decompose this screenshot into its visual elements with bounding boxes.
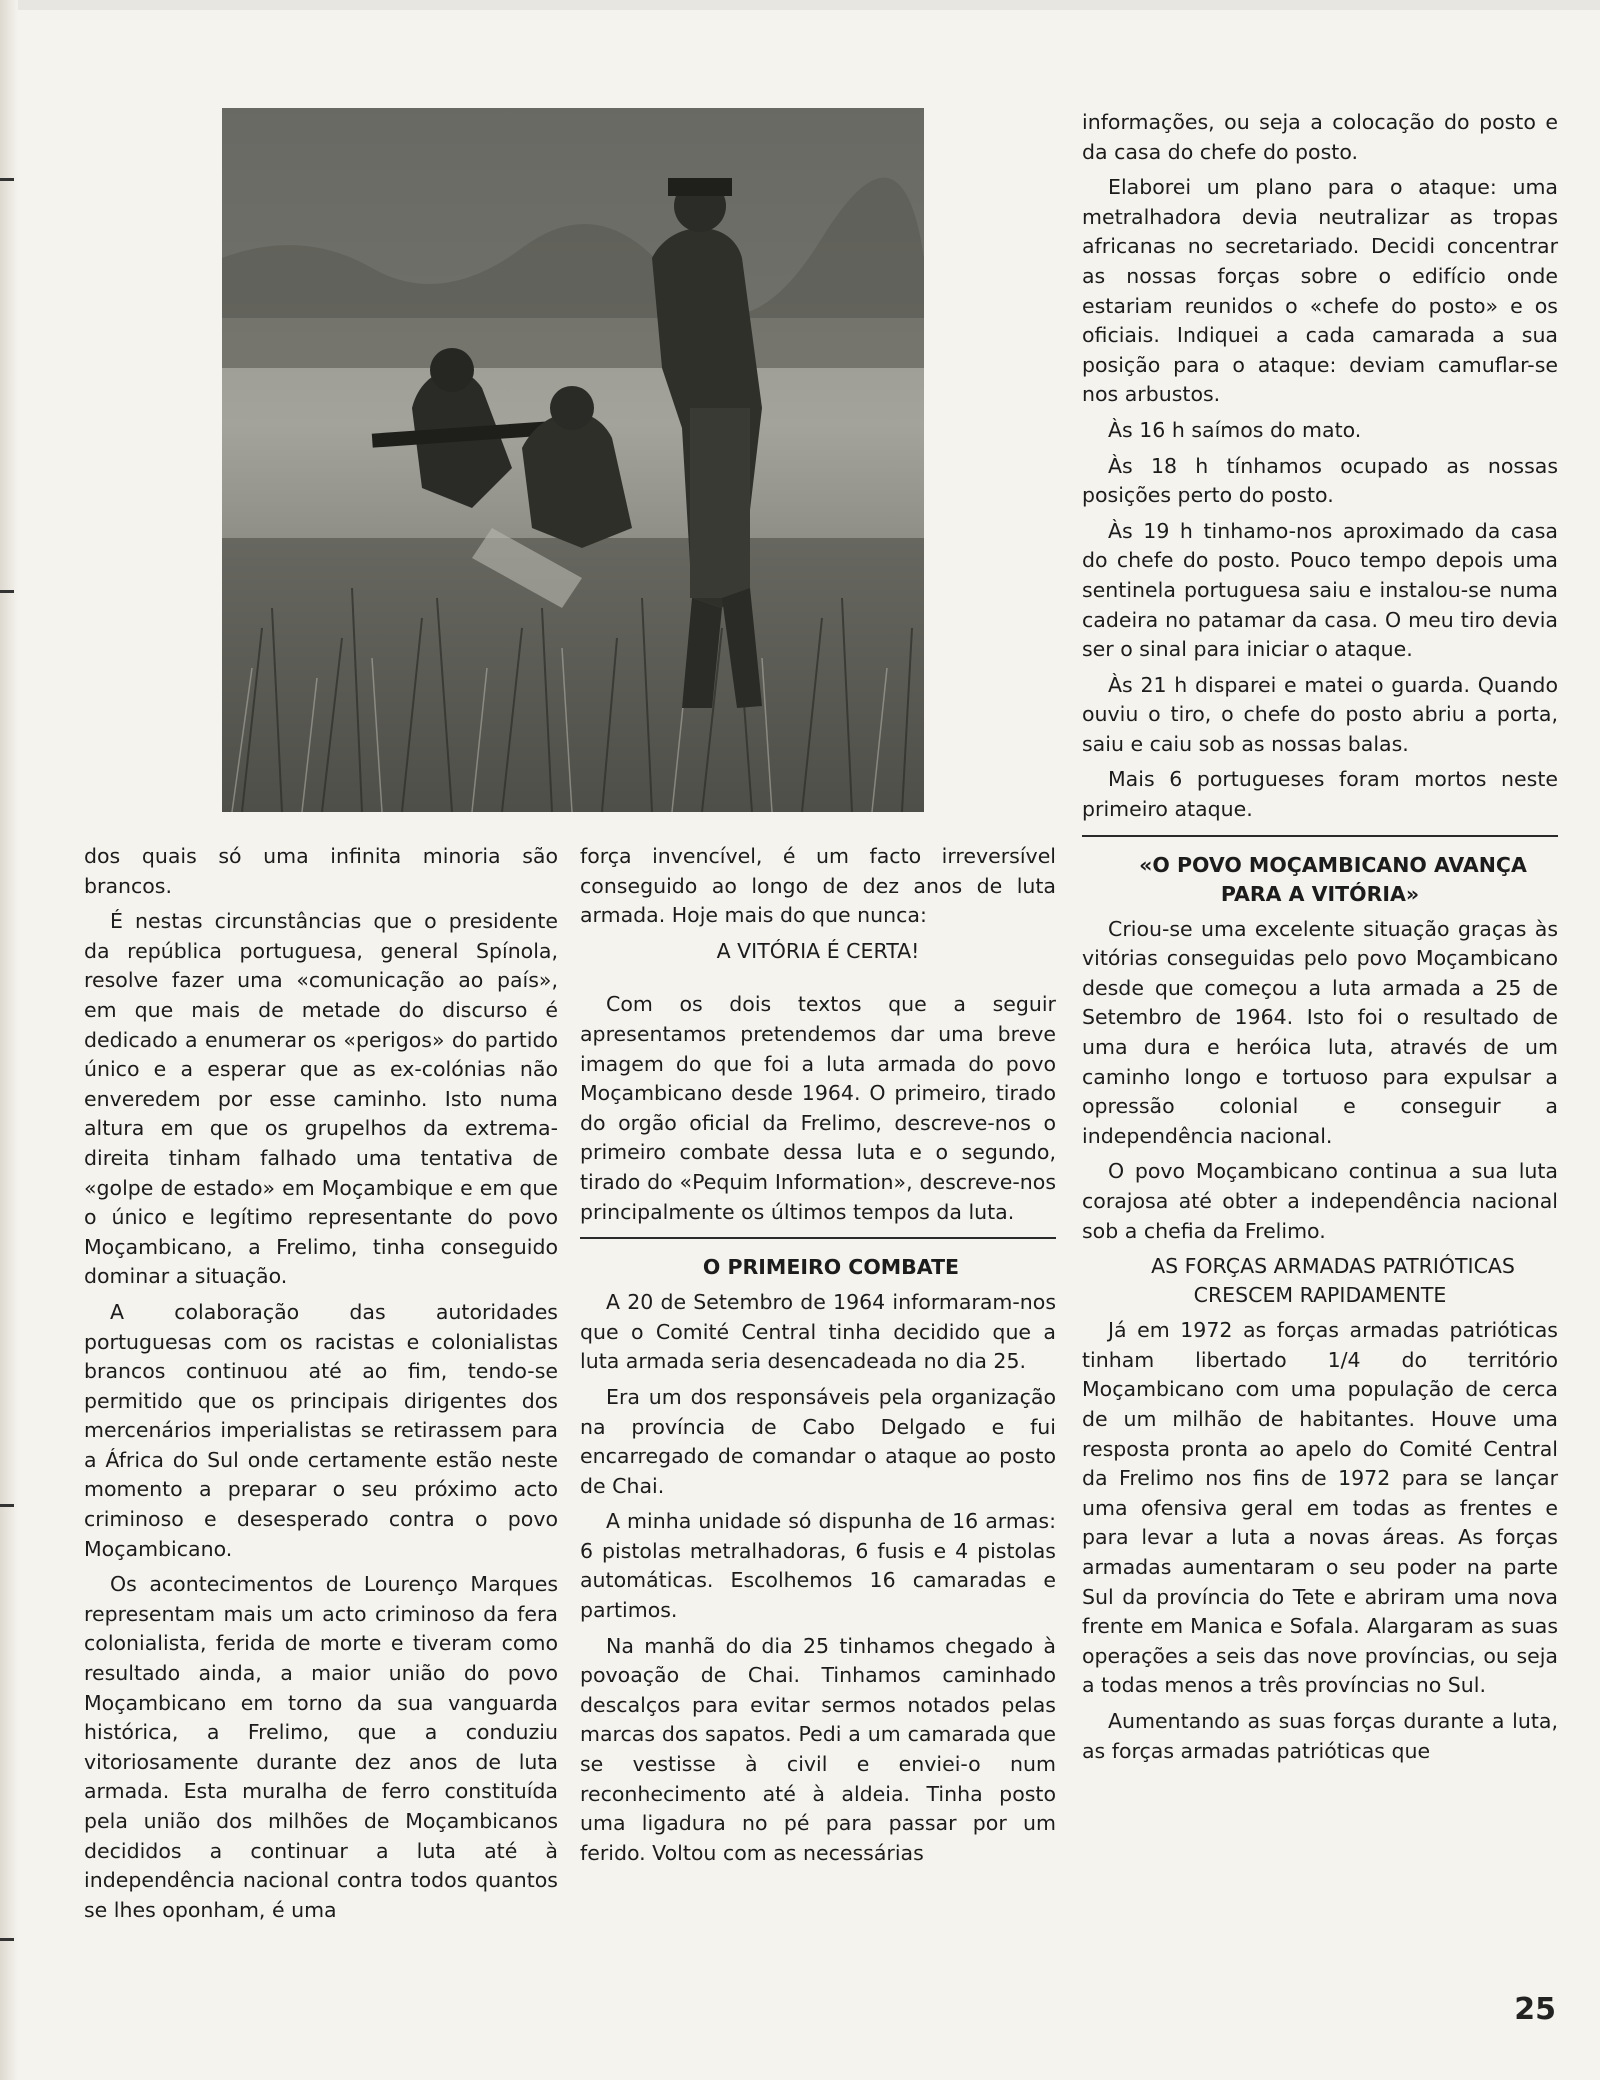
page-top-edge	[0, 0, 1600, 10]
paragraph: Às 19 h tinhamo-nos aproximado da casa do chefe do posto. Pouco tempo depois uma sentinela portuguesa saiu e instalou-se numa cadeira no patamar da casa. O meu tiro devia ser o sinal para iniciar o ataque.	[1082, 518, 1558, 662]
paragraph: Criou-se uma excelente situação graças às vitórias conseguidas pelo povo Moçambicano desde que começou a luta armada a 25 de Setembro de 1964. Isto foi o resultado de uma dura e heróica luta, através de um caminho longo e tortuoso para expulsar a opressão colonial e conseguir a independência nacional.	[1082, 916, 1558, 1148]
section-heading: «O POVO MOÇAMBICANO AVANÇA PARA A VITÓRIA»	[1139, 852, 1527, 906]
paragraph: Aumentando as suas forças durante a luta, as forças armadas patrióticas que	[1082, 1708, 1558, 1763]
paragraph: O povo Moçambicano continua a sua luta corajosa até obter a independência nacional sob a chefia da Frelimo.	[1082, 1159, 1558, 1243]
paragraph: Elaborei um plano para o ataque: uma metralhadora devia neutralizar as tropas africanas no secretariado. Decidi concentrar as nossas forças sobre o edifício onde estariam reunidos o «chefe do posto» e os oficiais. Indiquei a cada camarada a sua posição para o ataque: deviam camuflar-se nos arbustos.	[1082, 175, 1558, 407]
section-rule	[1082, 835, 1558, 837]
paragraph: É nestas circunstâncias que o presidente da república portuguesa, general Spínola, resolve fazer uma «comunicação ao país», em que mais de metade do discurso é dedicado a enumerar os «perigos» do partido único e a esperar que as ex-colónias não enveredem por esse caminho. Isto numa altura em que os grupelhos da extrema-direita tinham falhado uma tentativa de «golpe de estado» em Moçambique e em que o único e legítimo representante do povo Moçambicano, a Frelimo, tinha conseguido dominar a situação.	[84, 909, 558, 1289]
paragraph: Na manhã do dia 25 tinhamos chegado à povoação de Chai. Tinhamos caminhado descalços para evitar sermos notados pelas marcas dos sapatos. Pedi a um camarada que se vestisse à civil e enviei-o num reconhecimento até à aldeia. Tinha posto uma ligadura no pé para passar por um ferido. Voltou com as necessárias	[580, 1633, 1056, 1865]
column-1	[84, 842, 558, 1931]
paragraph: dos quais só uma infinita minoria são brancos.	[84, 844, 558, 898]
subsection-heading: AS FORÇAS ARMADAS PATRIÓTICAS CRESCEM RAPIDAMENTE	[1151, 1254, 1515, 1308]
paragraph: força invencível, é um facto irreversível conseguido ao longo de dez anos de luta armada. Hoje mais do que nunca:	[580, 844, 1056, 928]
paragraph: Mais 6 portugueses foram mortos neste primeiro ataque.	[1082, 767, 1558, 822]
paragraph: Já em 1972 as forças armadas patrióticas tinham libertado 1/4 do território Moçambicano com uma população de cerca de um milhão de habitantes. Houve uma resposta pronta ao apelo do Comité Central da Frelimo nos fins de 1972 para se lançar uma ofensiva geral em todas as frentes e para levar a luta a novas áreas. As forças armadas aumentaram o seu poder na parte Sul da província do Tete e abriram uma nova frente em Manica e Sofala. Alargaram as suas operações a seis das nove províncias, ou seja a todas menos a três províncias no Sul.	[1082, 1318, 1558, 1698]
section-rule	[580, 1237, 1056, 1239]
paragraph: Os acontecimentos de Lourenço Marques representam mais um acto criminoso da fera colonialista, ferida de morte e tiveram como resultado ainda, a maior união do povo Moçambicano em torno da sua vanguarda histórica, a Frelimo, que a conduziu vitoriosamente durante dez anos de luta armada. Esta muralha de ferro constituída pela união dos milhões de Moçambicanos decididos a continuar a luta até à independência nacional contra todos quantos se lhes oponham, é uma	[84, 1572, 558, 1922]
paragraph: Era um dos responsáveis pela organização na província de Cabo Delgado e fui encarregado de comandar o ataque ao posto de Chai.	[580, 1384, 1056, 1498]
margin-tick	[0, 1938, 14, 1941]
paragraph: Às 21 h disparei e matei o guarda. Quando ouviu o tiro, o chefe do posto abriu a porta, saiu e caiu sob as nossas balas.	[1082, 672, 1558, 756]
page-number: 25	[1514, 1992, 1556, 2027]
paragraph: informações, ou seja a colocação do posto e da casa do chefe do posto.	[1082, 110, 1558, 164]
paragraph: A 20 de Setembro de 1964 informaram-nos que o Comité Central tinha decidido que a luta armada seria desencadeada no dia 25.	[580, 1290, 1056, 1374]
margin-tick	[0, 178, 14, 181]
paragraph: Às 16 h saímos do mato.	[1108, 417, 1362, 442]
lead-paragraph: Com os dois textos que a seguir apresentamos pretendemos dar uma breve imagem do que foi a luta armada do povo Moçambicano desde 1964. O primeiro, tirado do orgão oficial da Frelimo, descreve-nos o primeiro combate dessa luta e o segundo, tirado do «Pequim Information», descreve-nos principalmente os últimos tempos da luta.	[580, 992, 1056, 1224]
paragraph: A colaboração das autoridades portuguesas com os racistas e colonialistas brancos continuou até ao fim, tendo-se permitido que os principais dirigentes dos mercenários imperialistas se retirassem para a África do Sul onde certamente estão neste momento a preparar o seu próximo acto criminoso e desesperado contra o povo Moçambicano.	[84, 1299, 558, 1561]
column-3	[1082, 108, 1558, 1772]
paragraph: Às 18 h tínhamos ocupado as nossas posições perto do posto.	[1082, 453, 1558, 508]
page-binding-shade	[0, 0, 18, 2080]
slogan: A VITÓRIA É CERTA!	[716, 938, 920, 963]
paragraph: A minha unidade só dispunha de 16 armas: 6 pistolas metralhadoras, 6 fusis e 4 pistolas automáticas. Escolhemos 16 camaradas e partimos.	[580, 1509, 1056, 1623]
margin-tick	[0, 1504, 14, 1507]
section-heading: O PRIMEIRO COMBATE	[702, 1255, 960, 1280]
guerrilla-photo	[222, 108, 924, 812]
margin-tick	[0, 590, 14, 593]
column-2	[580, 842, 1056, 1874]
